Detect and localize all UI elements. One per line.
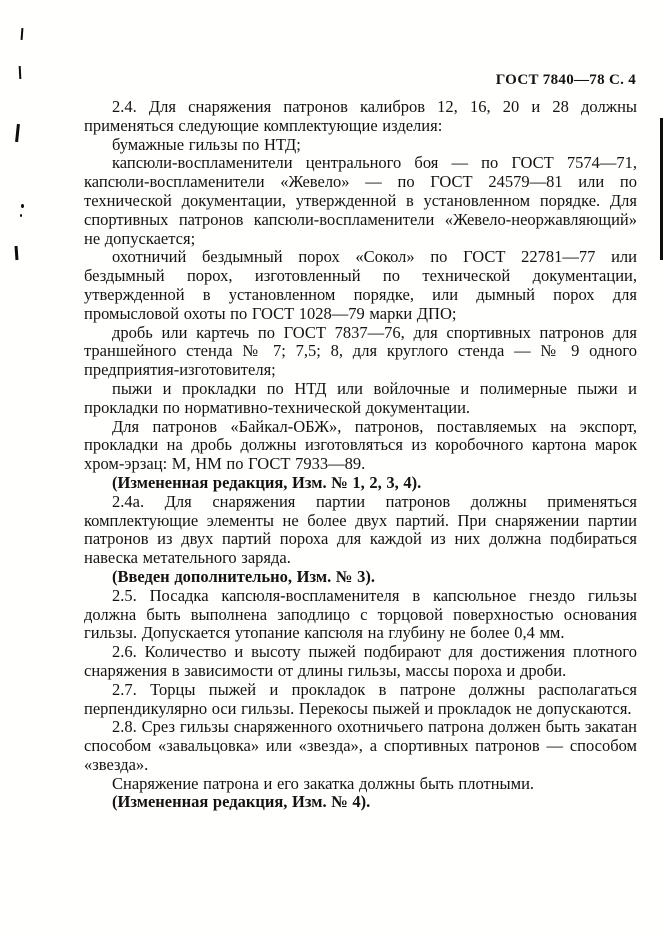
document-header-gost-number: ГОСТ 7840—78 С. 4 (495, 72, 636, 88)
revision-note: (Введен дополнительно, Изм. № 3). (112, 566, 375, 586)
revision-note: (Измененная редакция, Изм. № 1, 2, 3, 4). (112, 472, 422, 492)
scan-artifact (15, 124, 20, 142)
paragraph: Снаряжение патрона и его закатка должны быть плотными. (112, 773, 535, 793)
revision-note: (Измененная редакция, Изм. № 4). (112, 792, 371, 812)
scan-artifact (19, 66, 22, 79)
paragraph: капсюли-воспламенители центрального боя — по ГОСТ 7574—71, капсюли-воспламенители «Жевело» — по ГОСТ 24579—81 или по технической документации, утвержденной в установленном порядке. Для спортивных патронов капсюли-воспламенители «Жевело-неоржавляющий» не допускается; (84, 153, 637, 248)
paragraph: 2.4. Для снаряжения патронов калибров 12, 16, 20 и 28 должны применяться следующие комплектующие изделия: (84, 97, 637, 135)
scan-artifact (15, 246, 19, 260)
scan-artifact (20, 214, 22, 217)
paragraph: 2.7. Торцы пыжей и прокладок в патроне должны располагаться перпендикулярно оси гильзы. Перекосы пыжей и прокладок не допускаются. (84, 679, 637, 718)
paragraph: бумажные гильзы по НТД; (112, 134, 301, 154)
paragraph: дробь или картечь по ГОСТ 7837—76, для спортивных патронов для траншейного стенда № 7; 7,5; 8, для круглого стенда — № 9 одного предприятия-изготовителя; (84, 322, 637, 380)
document-body (84, 98, 637, 812)
scan-artifact (21, 28, 24, 40)
scan-artifact (660, 118, 663, 260)
paragraph: 2.5. Посадка капсюля-воспламенителя в капсюльное гнездо гильзы должна быть выполнена заподлицо с торцовой поверхностью основания гильзы. Допускается утопание капсюля на глубину не более 0,4 мм. (84, 585, 637, 643)
paragraph: 2.6. Количество и высоту пыжей подбирают для достижения плотного снаряжения в зависимости от длины гильзы, массы пороха и дроби. (84, 642, 637, 680)
paragraph: 2.4а. Для снаряжения партии патронов должны применяться комплектующие элементы не более двух партий. При снаряжении партии патронов из двух партий пороха для каждой из них должна подбираться навеска метательного заряда. (84, 491, 637, 568)
paragraph: Для патронов «Байкал-ОБЖ», патронов, поставляемых на экспорт, прокладки на дробь должны изготовляться из коробочного картона марок хром-эрзац: М, НМ по ГОСТ 7933—89. (84, 416, 637, 474)
paragraph: охотничий бездымный порох «Сокол» по ГОСТ 22781—77 или бездымный порох, изготовленный по технической документации, утвержденной в установленном порядке, или дымный порох для промысловой охоты по ГОСТ 1028—79 марки ДПО; (84, 247, 637, 323)
scan-artifact (21, 204, 24, 208)
paragraph: 2.8. Срез гильзы снаряженного охотничьего патрона должен быть закатан способом «завальцовка» или «звезда», а спортивных патронов — способом «звезда». (84, 717, 637, 774)
paragraph: пыжи и прокладки по НТД или войлочные и полимерные пыжи и прокладки по нормативно-технической документации. (84, 378, 637, 417)
